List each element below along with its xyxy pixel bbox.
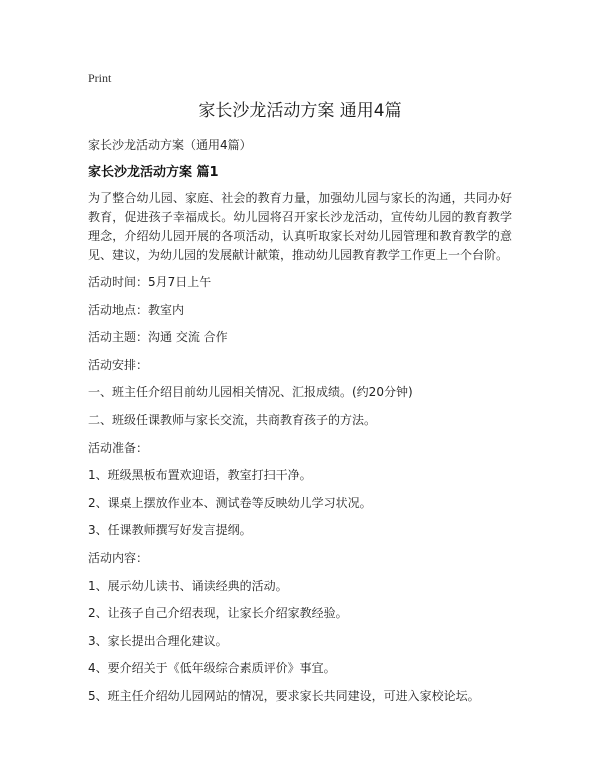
text-line: 3、任课教师撰写好发言提纲。 bbox=[88, 523, 252, 538]
text-line: 5、班主任介绍幼儿园网站的情况，要求家长共同建设，可进入家校论坛。 bbox=[88, 688, 480, 703]
text-line: 2、课桌上摆放作业本、测试卷等反映幼儿学习状况。 bbox=[88, 495, 372, 510]
text-line: 一、班主任介绍目前幼儿园相关情况、汇报成绩。(约20分钟) bbox=[88, 385, 413, 400]
text-line: 3、家长提出合理化建议。 bbox=[88, 633, 228, 648]
section-heading: 家长沙龙活动方案 篇1 bbox=[88, 165, 219, 180]
text-line: 活动内容： bbox=[88, 550, 149, 565]
document-subtitle: 家长沙龙活动方案（通用4篇） bbox=[88, 138, 252, 152]
intro-paragraph: 为了整合幼儿园、家庭、社会的教育力量，加强幼儿园与家长的沟通，共同办好教育，促进孩子幸福成长。幼儿园将召开家长沙龙活动，宣传幼儿园的教育教学理念，介绍幼儿园开展的各项活动，认真听取家长对幼儿园管理和教育教学的意见、建议，为幼儿园的发展献计献策，推动幼儿园教育教学工作更上一个台阶。 bbox=[88, 191, 512, 262]
text-line: 活动安排： bbox=[88, 357, 149, 372]
document-title: 家长沙龙活动方案 通用4篇 bbox=[198, 101, 402, 121]
text-line: 二、班级任课教师与家长交流，共商教育孩子的方法。 bbox=[88, 412, 377, 427]
text-line: 4、要介绍关于《低年级综合素质评价》事宜。 bbox=[88, 661, 336, 676]
text-line: 1、班级黑板布置欢迎语，教室打扫干净。 bbox=[88, 468, 312, 483]
text-line: 活动准备： bbox=[88, 440, 149, 455]
text-line: 活动主题：沟通 交流 合作 bbox=[88, 330, 228, 345]
text-line: 活动时间：5月7日上午 bbox=[88, 275, 212, 289]
text-line: 活动地点：教室内 bbox=[88, 302, 185, 317]
text-line: 2、让孩子自己介绍表现，让家长介绍家教经验。 bbox=[88, 606, 348, 621]
text-line: 1、展示幼儿读书、诵读经典的活动。 bbox=[88, 578, 288, 593]
activity-lines bbox=[88, 273, 512, 705]
print-label[interactable]: Print bbox=[88, 71, 112, 85]
